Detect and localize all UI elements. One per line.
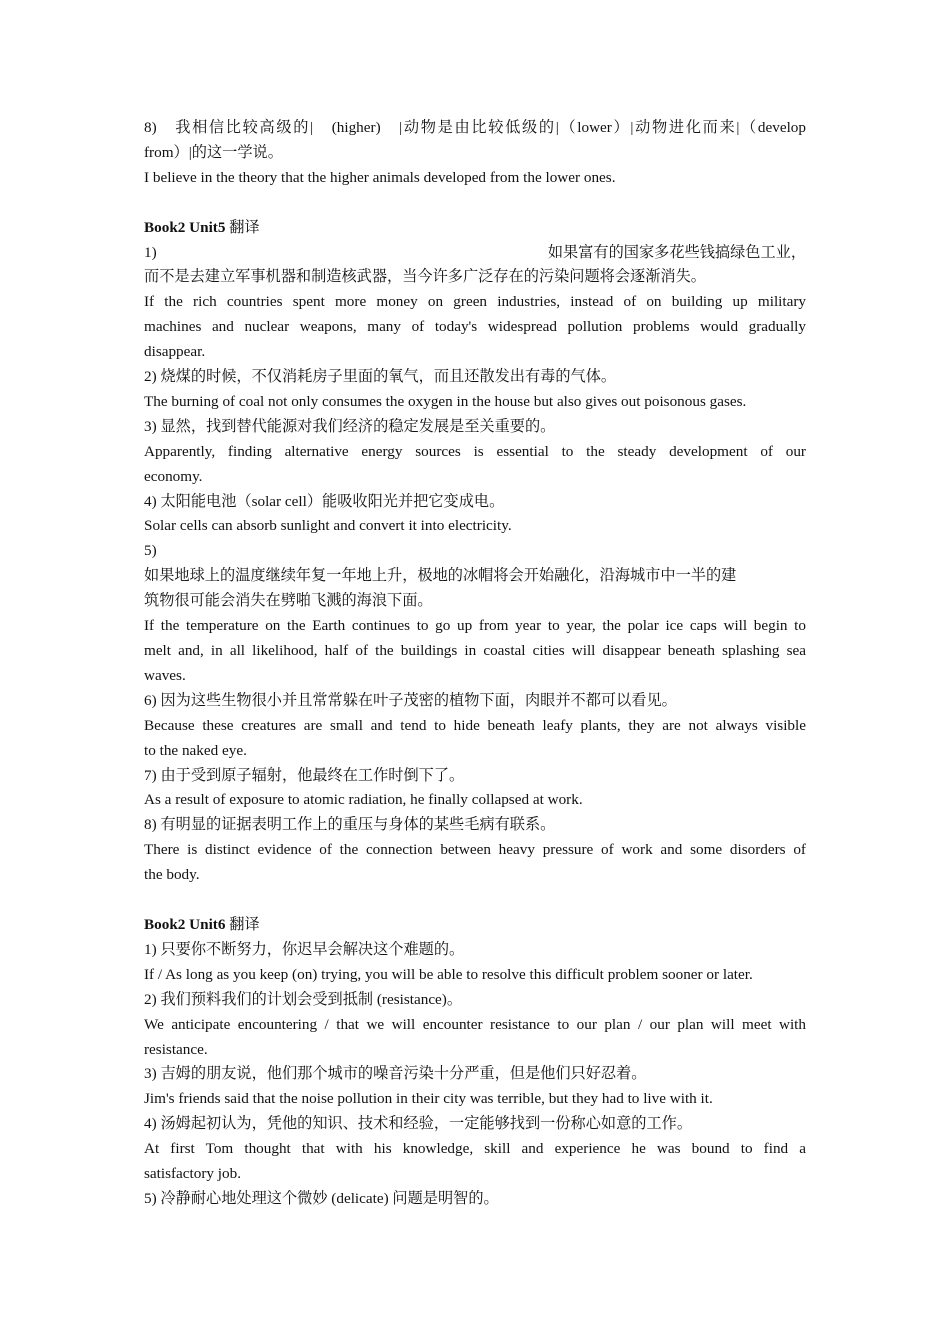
- unit6-item4-english-line2: satisfactory job.: [144, 1165, 242, 1183]
- intro-q8-english: I believe in the theory that the higher animals developed from the lower ones.: [144, 168, 616, 186]
- unit5-item5-english-line3: waves.: [144, 666, 186, 684]
- unit5-item5-chinese-line2: 筑物很可能会消失在劈啪飞溅的海浪下面。: [144, 592, 433, 610]
- unit6-item2-chinese: 2) 我们预料我们的计划会受到抵制 (resistance)。: [144, 990, 463, 1008]
- unit6-item2-english-line1: We anticipate encountering / that we will encounter resistance to our plan / our plan will meet with: [144, 1015, 806, 1033]
- unit5-item5-english-line2: melt and, in all likelihood, half of the buildings in coastal cities will disappear beneath splashing sea: [144, 642, 806, 660]
- unit5-item6-english-line1: Because these creatures are small and tend to hide beneath leafy plants, they are not always visible: [144, 716, 806, 734]
- unit5-item3-chinese: 3) 显然，找到替代能源对我们经济的稳定发展是至关重要的。: [144, 417, 556, 435]
- intro-q8-chinese-line2: from）|的这一学说。: [144, 143, 283, 161]
- unit5-item4-chinese: 4) 太阳能电池（solar cell）能吸收阳光并把它变成电。: [144, 492, 505, 510]
- unit5-item1-english-line3: disappear.: [144, 343, 206, 361]
- unit6-item1-chinese: 1) 只要你不断努力，你迟早会解决这个难题的。: [144, 940, 465, 958]
- spacer: [144, 888, 806, 913]
- unit5-heading-book: Book2 Unit5: [144, 218, 226, 236]
- unit5-item6-english-line2: to the naked eye.: [144, 741, 247, 759]
- intro-q8-chinese-line1: 8) 我相信比较高级的| (higher) |动物是由比较低级的|（lower）|动物进化而来|（develop: [144, 119, 806, 136]
- unit6-item3-english: Jim's friends said that the noise pollution in their city was terrible, but they had to live with it.: [144, 1090, 713, 1108]
- unit5-item1-number: 1): [144, 243, 157, 261]
- unit6-item4-chinese: 4) 汤姆起初认为，凭他的知识、技术和经验，一定能够找到一份称心如意的工作。: [144, 1115, 693, 1133]
- unit5-item3-english-line1: Apparently, finding alternative energy sources is essential to the steady development of our: [144, 442, 806, 460]
- unit5-item1-english-line2: machines and nuclear weapons, many of today's widespread pollution problems would gradually: [144, 318, 806, 336]
- unit5-item6-chinese: 6) 因为这些生物很小并且常常躲在叶子茂密的植物下面，肉眼并不都可以看见。: [144, 691, 677, 709]
- unit6-item3-chinese: 3) 吉姆的朋友说，他们那个城市的噪音污染十分严重，但是他们只好忍着。: [144, 1065, 647, 1083]
- unit5-item1-chinese-text: 如果富有的国家多花些钱搞绿色工业，: [547, 243, 806, 261]
- unit5-item5-english-line1: If the temperature on the Earth continues to go up from year to year, the polar ice caps will begin to: [144, 617, 806, 635]
- unit6-item5-chinese: 5) 冷静耐心地处理这个微妙 (delicate) 问题是明智的。: [144, 1189, 499, 1207]
- unit5-item1-chinese-line1: [144, 241, 806, 266]
- unit5-heading: [144, 216, 806, 241]
- document-page: [144, 116, 806, 1212]
- unit5-item7-chinese: 7) 由于受到原子辐射，他最终在工作时倒下了。: [144, 766, 465, 784]
- unit5-item3-english-line2: economy.: [144, 467, 203, 485]
- unit5-heading-label: 翻译: [225, 218, 260, 236]
- unit5-item2-chinese: 2) 烧煤的时候，不仅消耗房子里面的氧气，而且还散发出有毒的气体。: [144, 368, 617, 386]
- unit6-item2-english-line2: resistance.: [144, 1040, 208, 1058]
- unit5-item8-english-line1: There is distinct evidence of the connection between heavy pressure of work and some disorders of: [144, 841, 806, 859]
- spacer: [144, 191, 806, 216]
- unit6-heading: [144, 913, 806, 938]
- unit5-item7-english: As a result of exposure to atomic radiation, he finally collapsed at work.: [144, 791, 583, 809]
- unit5-item5-chinese-line1: 如果地球上的温度继续年复一年地上升，极地的冰帽将会开始融化，沿海城市中一半的建: [144, 567, 737, 585]
- unit5-item5-number: 5): [144, 542, 157, 560]
- unit5-item1-chinese-line2: 而不是去建立军事机器和制造核武器，当今许多广泛存在的污染问题将会逐渐消失。: [144, 268, 706, 286]
- unit5-item2-english: The burning of coal not only consumes the oxygen in the house but also gives out poisonous gases.: [144, 392, 747, 410]
- unit5-item8-chinese: 8) 有明显的证据表明工作上的重压与身体的某些毛病有联系。: [144, 816, 556, 834]
- unit5-item8-english-line2: the body.: [144, 866, 200, 884]
- unit5-item4-english: Solar cells can absorb sunlight and convert it into electricity.: [144, 517, 512, 535]
- unit6-heading-book: Book2 Unit6: [144, 915, 226, 933]
- unit6-item4-english-line1: At first Tom thought that with his knowledge, skill and experience he was bound to find a: [144, 1140, 806, 1158]
- unit6-heading-label: 翻译: [225, 915, 260, 933]
- unit6-item1-english: If / As long as you keep (on) trying, you will be able to resolve this difficult problem sooner or later.: [144, 965, 753, 983]
- unit5-item1-english-line1: If the rich countries spent more money on green industries, instead of on building up military: [144, 293, 806, 311]
